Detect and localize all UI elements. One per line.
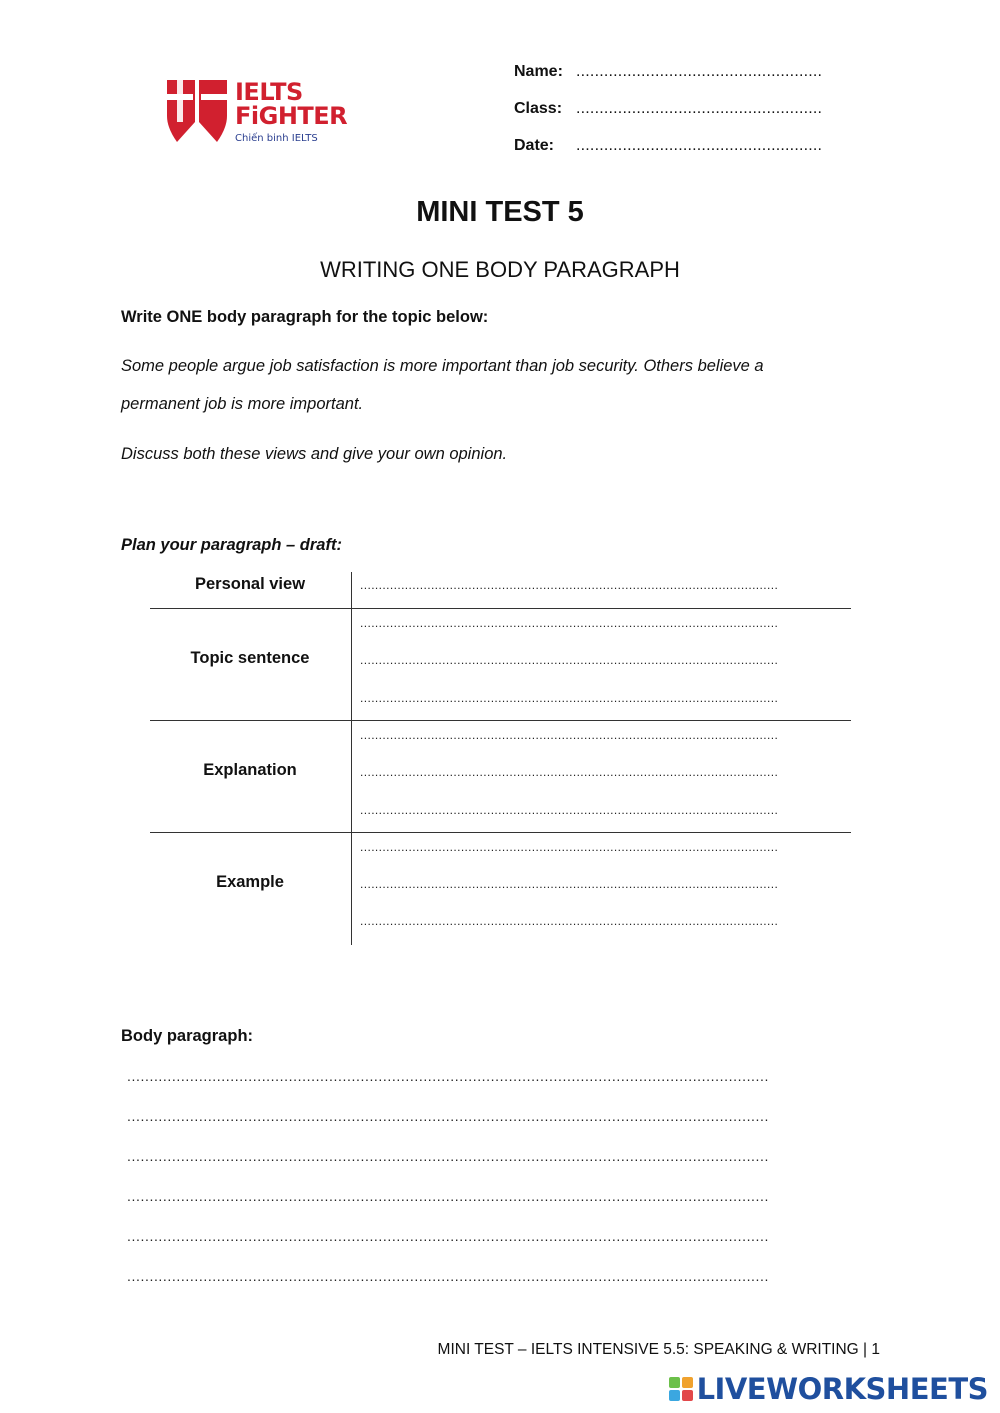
class-field[interactable]	[514, 100, 822, 118]
explanation-input-2[interactable]: ................................................................................................................	[360, 765, 779, 779]
body-line-2[interactable]: ...............................................................................................................................................	[127, 1108, 770, 1124]
logo-subtitle: Chiến binh IELTS	[235, 133, 318, 144]
topic-line-2: permanent job is more important.	[121, 395, 364, 413]
liveworksheets-watermark	[669, 1372, 988, 1406]
row-label-topic-sentence: Topic sentence	[190, 649, 310, 667]
topic-sentence-input-3[interactable]: ................................................................................................................	[360, 691, 779, 705]
example-input-2[interactable]: ................................................................................................................	[360, 877, 779, 891]
name-dots: .....................................................	[576, 63, 823, 80]
topic-question: Discuss both these views and give your own opinion.	[121, 445, 508, 463]
name-label: Name:	[514, 63, 563, 80]
row-label-example: Example	[216, 873, 284, 891]
topic-sentence-input-2[interactable]: ................................................................................................................	[360, 653, 779, 667]
ielts-fighter-logo	[165, 76, 380, 150]
explanation-input-3[interactable]: ................................................................................................................	[360, 803, 779, 817]
body-line-4[interactable]: ...............................................................................................................................................	[127, 1188, 770, 1204]
body-line-1[interactable]: ...............................................................................................................................................	[127, 1068, 770, 1084]
name-field[interactable]	[514, 63, 822, 81]
topic-sentence-input-1[interactable]: ................................................................................................................	[360, 616, 779, 630]
plan-table	[150, 570, 851, 945]
class-dots: .....................................................	[576, 100, 823, 117]
topic-line-1: Some people argue job satisfaction is more important than job security. Others believe a	[121, 357, 764, 375]
page-subtitle: WRITING ONE BODY PARAGRAPH	[320, 257, 680, 282]
class-label: Class:	[514, 100, 563, 117]
plan-heading: Plan your paragraph – draft:	[121, 536, 342, 554]
row-divider	[150, 608, 851, 609]
page-title: MINI TEST 5	[416, 196, 584, 228]
row-label-explanation: Explanation	[203, 761, 297, 779]
example-input-3[interactable]: ................................................................................................................	[360, 914, 779, 928]
date-field[interactable]	[514, 137, 822, 155]
shield-logo-icon	[165, 76, 231, 148]
date-label: Date:	[514, 137, 555, 154]
row-label-personal-view: Personal view	[194, 575, 306, 593]
logo-line1: IELTS	[235, 78, 303, 106]
body-heading: Body paragraph:	[121, 1027, 254, 1045]
example-input-1[interactable]: ................................................................................................................	[360, 840, 779, 854]
instruction: Write ONE body paragraph for the topic below:	[121, 308, 489, 326]
liveworksheets-text: LIVEWORKSHEETS	[696, 1372, 988, 1406]
explanation-input-1[interactable]: ................................................................................................................	[360, 728, 779, 742]
logo-line2: FiGHTER	[235, 102, 348, 130]
personal-view-input[interactable]: ................................................................................................................	[360, 578, 779, 592]
body-line-6[interactable]: ...............................................................................................................................................	[127, 1268, 770, 1284]
body-line-3[interactable]: ...............................................................................................................................................	[127, 1148, 770, 1164]
row-divider	[150, 832, 851, 833]
column-divider	[351, 572, 352, 945]
liveworksheets-icon	[669, 1377, 693, 1401]
body-line-5[interactable]: ...............................................................................................................................................	[127, 1228, 770, 1244]
row-divider	[150, 720, 851, 721]
page-footer: MINI TEST – IELTS INTENSIVE 5.5: SPEAKING & WRITING | 1	[437, 1341, 880, 1358]
date-dots: .....................................................	[576, 137, 823, 154]
